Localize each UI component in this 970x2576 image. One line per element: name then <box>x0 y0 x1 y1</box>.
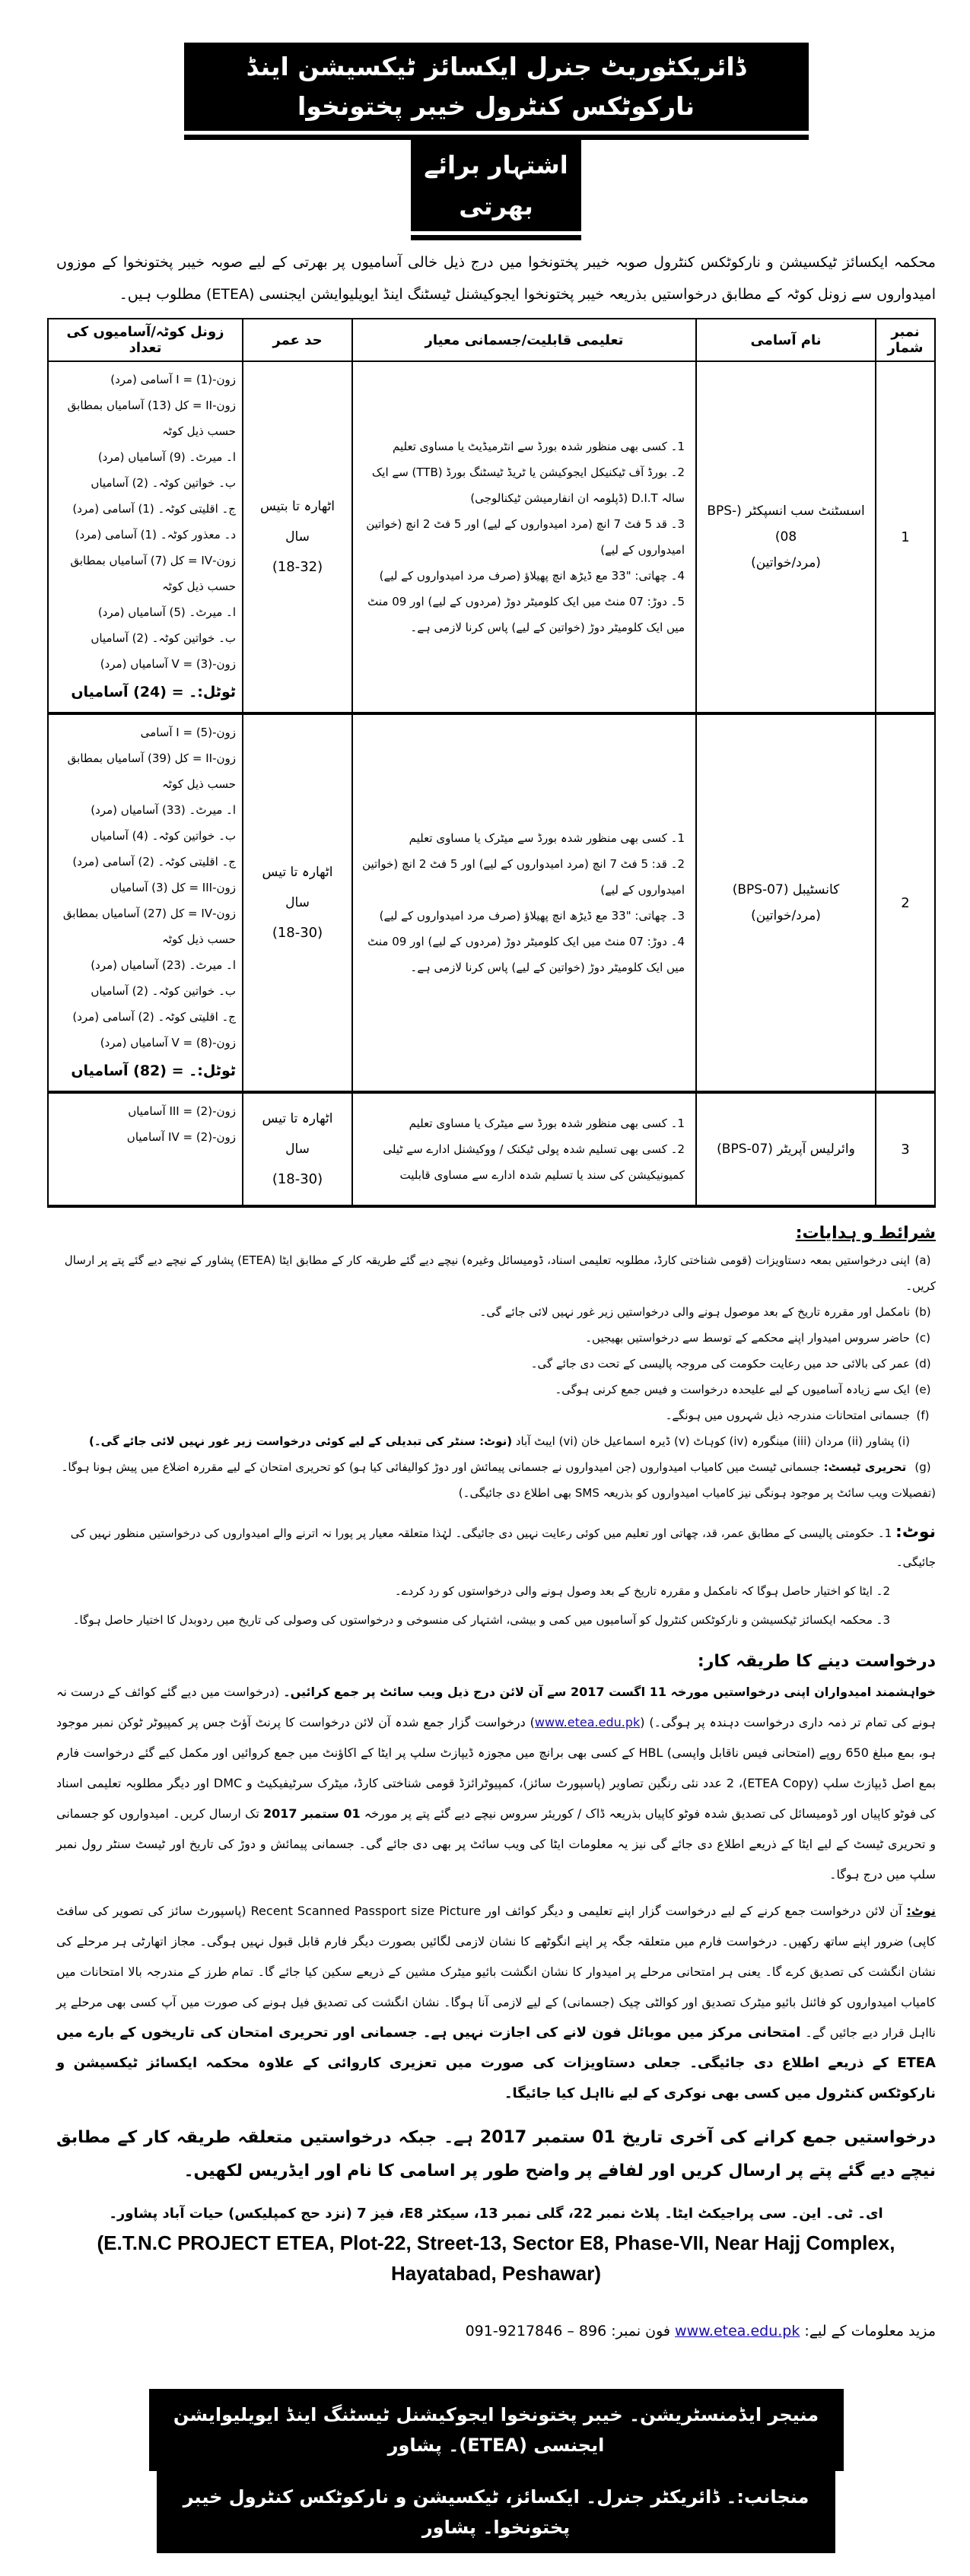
header-age: حد عمر <box>243 319 352 361</box>
cell-serial: 3 <box>876 1092 935 1206</box>
written-test-title: تحریری ٹیسٹ: <box>823 1460 907 1474</box>
phone-number: 091-9217846 – 896 <box>465 2323 607 2339</box>
subtitle-banner: اشتہار برائے بھرتی <box>411 140 581 231</box>
quota-item: زون-III = (2) آسامیاں <box>128 1104 236 1118</box>
procedure-section <box>56 1647 936 2109</box>
condition-label: (a) <box>914 1253 931 1267</box>
cities-list: (i) پشاور (ii) مردان (iii) مینگورہ (iv) کوہاٹ (v) ڈیرہ اسماعیل خان (vi) ایبٹ آباد <box>515 1434 910 1448</box>
condition-item <box>56 1247 936 1299</box>
age-text: اٹھارہ تا بتیس سال <box>259 499 336 545</box>
procedure-online-date: خواہشمند امیدواران اپنی درخواستیں مورخہ 11 اگست 2017 سے آن لائن درج ذیل ویب سائٹ پر جمع کرائیں۔ <box>283 1685 937 1699</box>
qualification-item: 1۔ کسی بھی منظور شدہ بورڈ سے میٹرک یا مساوی تعلیم <box>409 831 685 845</box>
note-item: 1۔ حکومتی پالیسی کے مطابق عمر، قد، چھاتی اور تعلیم میں کوئی رعایت نہیں دی جائیگی۔ لہٰذا متعلقہ معیار پر پورا نہ اترنے والے امیدواروں کی درخواستیں منظور نہیں کی جائیگی۔ <box>70 1526 936 1569</box>
quota-item: ب۔ خواتین کوٹہ۔ (2) آسامیاں <box>91 631 236 645</box>
qualification-item: 2۔ کسی بھی تسلیم شدہ پولی ٹیکنک / ووکیشنل ادارے سے ٹیلی کمیونیکیشن کی سند یا تسلیم شدہ ادارے سے مساوی قابلیت <box>383 1142 685 1182</box>
qualification-item: 2۔ بورڈ آف ٹیکنیکل ایجوکیشن یا ٹریڈ ٹیسٹنگ بورڈ (TTB) سے ایک سالہ D.I.T (ڈپلومہ ان انفارمیشن ٹیکنالوجی) <box>371 465 685 505</box>
conditions-heading: شرائط و ہدایات: <box>795 1224 936 1243</box>
condition-text: ایک سے زیادہ آسامیوں کے لیے علیحدہ درخواست و فیس جمع کرنی ہوگی۔ <box>555 1383 910 1396</box>
contact-line <box>56 2319 936 2343</box>
qualification-item: 2۔ قد: 5 فٹ 7 انچ (مرد امیدواروں کے لیے) اور 5 فٹ 2 انچ (خواتین امیدواروں کے لیے) <box>362 857 685 897</box>
procedure-heading: درخواست دینے کا طریقہ کار: <box>697 1652 936 1671</box>
condition-item <box>56 1402 936 1428</box>
post-name: کانسٹیبل (BPS-07) <box>732 882 840 897</box>
notes-section <box>56 1518 936 1634</box>
quota-item: ا۔ میرٹ۔ (33) آسامیاں (مرد) <box>91 803 236 817</box>
quota-item: ج۔ اقلیتی کوٹہ۔ (2) آسامی (مرد) <box>72 855 236 869</box>
footer-block <box>56 2389 936 2553</box>
qualification-item: 3۔ چھاتی: "33 مع ڈیڑھ انچ پھیلاؤ (صرف مرد امیدواروں کے لیے) <box>379 909 685 923</box>
qualification-item: 1۔ کسی بھی منظور شدہ بورڈ سے میٹرک یا مساوی تعلیم <box>409 1116 685 1130</box>
cell-age <box>243 361 352 713</box>
website-link[interactable]: www.etea.edu.pk <box>534 1715 641 1730</box>
title-banner: ڈائریکٹوریٹ جنرل ایکسائز ٹیکسیشن اینڈ نارکوٹکس کنٹرول خیبر پختونخوا <box>184 43 809 131</box>
procedure-responsibility: (درخواست میں دیے گئے کوائف کے درست نہ ہونے کی تمام تر ذمہ داری درخواست دہندہ پر ہوگی۔) <box>56 1685 937 1730</box>
quota-item: زون-IV = کل (27) آسامیاں بمطابق حسب ذیل کوٹہ <box>62 907 236 946</box>
qualification-item: 4۔ چھاتی: "33 مع ڈیڑھ انچ پھیلاؤ (صرف مرد امیدواروں کے لیے) <box>379 569 685 583</box>
condition-label: (c) <box>915 1331 930 1345</box>
cell-qualification <box>352 1092 696 1206</box>
quota-item: زون-I = (1) آسامی (مرد) <box>110 373 236 386</box>
conditions-section <box>56 1220 936 1506</box>
quota-item: زون-IV = (2) آسامیاں <box>126 1130 236 1144</box>
quota-total: ٹوٹل:۔ = (82) آسامیاں <box>71 1062 236 1079</box>
quota-item: د۔ معذور کوٹہ۔ (1) آسامی (مرد) <box>75 528 236 542</box>
address-urdu: ای۔ ٹی۔ این۔ سی پراجیکٹ ایٹا۔ پلاٹ نمبر 22، گلی نمبر 13، سیکٹر E8، فیز 7 (نزد حج کمپلیکس) حیات آباد پشاور۔ <box>109 2206 883 2222</box>
condition-label: (e) <box>914 1383 931 1396</box>
header-serial: نمبر شمار <box>876 319 935 361</box>
condition-text: اپنی درخواستیں بمعہ دستاویزات (قومی شناختی کارڈ، مطلوبہ تعلیمی اسناد، ڈومیسائل وغیرہ) نیچے دیے گئے طریقہ کار کے مطابق ایٹا (ETEA) پشاور کے نیچے دیے گئے پتے پر ارسال کریں۔ <box>64 1253 936 1293</box>
age-range: (18-30) <box>272 1171 323 1187</box>
cell-quota <box>48 361 243 713</box>
quota-item: زون-II = کل (39) آسامیاں بمطابق حسب ذیل کوٹہ <box>67 751 236 791</box>
post-name: وائرلیس آپریٹر (BPS-07) <box>717 1142 855 1157</box>
condition-written-test <box>56 1454 936 1506</box>
contact-label: مزید معلومات کے لیے: <box>804 2323 936 2339</box>
condition-item <box>56 1351 936 1377</box>
table-row <box>48 1092 935 1206</box>
quota-item: ا۔ میرٹ۔ (23) آسامیاں (مرد) <box>91 958 236 972</box>
post-gender: (مرد/خواتین) <box>751 908 821 923</box>
table-row <box>48 713 935 1092</box>
footer-banner-etea: منیجر ایڈمنسٹریشن۔ خیبر پختونخوا ایجوکیشنل ٹیسٹنگ اینڈ ایویلیوایشن ایجنسی (ETEA)۔ پشاور <box>149 2389 844 2471</box>
age-range: (18-32) <box>272 559 323 575</box>
procedure-note-text: آن لائن درخواست جمع کرنے کے لیے درخواست گزار اپنے تعلیمی و دیگر کوائف اور Recent Scanned Passport size Picture (پاسپورٹ سائز کی تصویر کی سافٹ کاپی) ضرور اپنے ساتھ رکھیں۔ درخواست فارم میں متعلقہ جگہ پر اپنے انگوٹھے کا نشان لازمی لگائیں بصورت دیگر فارم قابل قبول نہیں ہوگی۔ مجاز اتھارٹی ہر مرحلے کی نشان انگشت کی تصدیق کرے گا۔ یعنی ہر امتحانی مرحلے پر امیدوار کا نشان انگشت بائیو میٹرک مشین کے ذریعے سکین کیا جائے گا۔ تمام طرز کے مندرجہ بالا امتحانات میں کامیاب امیدواروں کو فائنل بائیو میٹرک تصدیق اور کوالٹی چیک (جسمانی) کے لیے لازمی آنا ہوگا۔ نشان انگشت کی تصدیق فیل ہونے کی صورت میں آپ کسی بھی مرحلے پر نااہل قرار دیے جائیں گے۔ <box>56 1904 936 2040</box>
cell-age <box>243 1092 352 1206</box>
conditions-list <box>56 1247 936 1428</box>
procedure-last-date: 01 ستمبر 2017 <box>262 1806 361 1821</box>
cell-qualification <box>352 713 696 1092</box>
post-name: اسسٹنٹ سب انسپکٹر (BPS-08) <box>707 503 865 545</box>
qualification-item: 4۔ دوڑ: 07 منٹ میں ایک کلومیٹر دوڑ (مردوں کے لیے) اور 09 منٹ میں ایک کلومیٹر دوڑ (خواتین کے لیے) پاس کرنا لازمی ہے۔ <box>367 935 685 974</box>
cell-quota <box>48 1092 243 1206</box>
quota-item: ا۔ میرٹ۔ (5) آسامیاں (مرد) <box>97 605 236 619</box>
qualification-item: 3۔ قد 5 فٹ 7 انچ (مرد امیدواروں کے لیے) اور 5 فٹ 2 انچ (خواتین امیدواروں کے لیے) <box>366 517 685 557</box>
subtitle-block <box>56 140 936 240</box>
cell-post <box>696 361 876 713</box>
condition-item <box>56 1299 936 1325</box>
condition-label: (f) <box>916 1409 930 1422</box>
quota-item: ا۔ میرٹ۔ (9) آسامیاں (مرد) <box>97 450 236 464</box>
note-first <box>56 1518 936 1577</box>
condition-label: (g) <box>914 1460 931 1474</box>
cell-qualification <box>352 361 696 713</box>
intro-text: محکمہ ایکسائز ٹیکسیشن و نارکوٹکس کنٹرول صوبہ خیبر پختونخوا میں درج ذیل خالی آسامیوں پر بھرتی کے لیے صوبہ خیبر پختونخوا کے موزوں امیدواروں سے زونل کوٹہ کے مطابق درخواستیں بذریعہ خیبر پختونخوا ایجوکیشنل ٹیسٹنگ اینڈ ایویلیوایشن ایجنسی (ETEA) مطلوب ہیں۔ <box>56 254 936 303</box>
quota-item: زون-III = کل (3) آسامیاں <box>110 881 236 894</box>
condition-text: نامکمل اور مقررہ تاریخ کے بعد موصول ہونے والی درخواستیں زیر غور نہیں لائی جائے گی۔ <box>479 1305 910 1319</box>
condition-label: (d) <box>914 1357 931 1371</box>
deadline-text: درخواستیں جمع کرانے کی آخری تاریخ 01 ستمبر 2017 ہے۔ جبکہ درخواستیں متعلقہ طریقہ کار کے مطابق نیچے دیے گئے پتے پر ارسال کریں اور لفافے پر واضح طور پر اسامی کا نام اور ایڈریس لکھیں۔ <box>56 2128 936 2181</box>
quota-item: زون-IV = کل (7) آسامیاں بمطابق حسب ذیل کوٹہ <box>70 554 236 593</box>
condition-text: عمر کی بالائی حد میں رعایت حکومت کی مروجہ پالیسی کے تحت دی جائے گی۔ <box>530 1357 910 1371</box>
subtitle-underline <box>411 235 581 240</box>
contact-website-link[interactable]: www.etea.edu.pk <box>675 2323 800 2339</box>
vacancies-table <box>47 318 936 1208</box>
cell-serial: 2 <box>876 713 935 1092</box>
header-qualification: تعلیمی قابلیت/جسمانی معیار <box>352 319 696 361</box>
procedure-note-warning: امتحانی مرکز میں موبائل فون لانے کی اجازت نہیں ہے۔ جسمانی اور تحریری امتحان کی تاریخوں کے بارے میں ETEA کے ذریعے اطلاع دی جائیگی۔ جعلی دستاویزات کی صورت میں تعزیری کاروائی کے علاوہ محکمہ ایکسائز ٹیکسیشن و نارکوٹکس کنٹرول میں کسی بھی نوکری کے لیے نااہل کیا جائیگا۔ <box>56 2025 936 2101</box>
table-row <box>48 361 935 713</box>
note-item: 2۔ ایٹا کو اختیار حاصل ہوگا کہ نامکمل و مقررہ تاریخ کے بعد وصول ہونے والی درخواستوں کو رد کردے۔ <box>394 1584 890 1598</box>
cell-age <box>243 713 352 1092</box>
quota-item: ب۔ خواتین کوٹہ۔ (2) آسامیاں <box>91 476 236 490</box>
procedure-info: تک ارسال کریں۔ امیدواروں کو جسمانی و تحریری ٹیسٹ کے لیے ایٹا کے ذریعے اطلاع دی جائے گی نیز یہ معلومات ایٹا کی ویب سائٹ پر بھی دی جائے گی۔ جسمانی پیمائش و دوڑ کی تاریخ اور ٹیسٹ سنٹر رول نمبر سلپ میں درج ہوگا۔ <box>56 1806 936 1882</box>
header-post: نام آسامی <box>696 319 876 361</box>
cities-note: (نوٹ: سنٹر کی تبدیلی کے لیے کوئی درخواست زیر غور نہیں لائی جائے گی۔) <box>89 1434 513 1448</box>
quota-item: ج۔ اقلیتی کوٹہ۔ (1) آسامی (مرد) <box>72 502 236 516</box>
cell-serial: 1 <box>876 361 935 713</box>
condition-label: (b) <box>914 1305 931 1319</box>
quota-item: ب۔ خواتین کوٹہ۔ (4) آسامیاں <box>91 829 236 843</box>
quota-item: ج۔ اقلیتی کوٹہ۔ (2) آسامی (مرد) <box>72 1010 236 1024</box>
age-text: اٹھارہ تا تیس سال <box>262 865 333 910</box>
procedure-text: خواہشمند امیدواران اپنی درخواستیں مورخہ 11 اگست 2017 سے آن لائن درج ذیل ویب سائٹ پر جمع کرائیں۔ (درخواست میں دیے گئے کوائف کے درست نہ ہونے کی تمام تر ذمہ داری درخواست دہندہ پر ہوگی۔) (www.etea.edu.pk) درخواست گزار جمع شدہ آن لائن درخواست کا پرنٹ آؤٹ جس پر کمپیوٹر ٹوکن نمبر موجود ہو، بمع مبلغ 650 روپے (امتحانی فیس ناقابل واپسی) HBL کے کسی بھی برانچ میں مجوزہ ڈیپازٹ سلپ پر ایٹا کے اکاؤنٹ میں جمع کروائیں اور مکمل کیے گئے درخواست فارم بمع اصل ڈیپازٹ سلپ (ETEA Copy)، 2 عدد نئی رنگین تصاویر (پاسپورٹ سائز)، کمپیوٹرائزڈ قومی شناختی کارڈ، میٹرک سرٹیفیکیٹ و DMC اور دیگر مطلوبہ تعلیمی اسناد کی فوٹو کاپیاں اور ڈومیسائل کی تصدیق شدہ فوٹو کاپیاں بذریعہ ڈاک / کوریئر سروس نیچے دیے گئے پتے پر مورخہ 01 ستمبر 2017 تک ارسال کریں۔ امیدواروں کو جسمانی و تحریری ٹیسٹ کے لیے ایٹا کے ذریعے اطلاع دی جائے گی نیز یہ معلومات ایٹا کی ویب سائٹ پر بھی دی جائے گی۔ جسمانی پیمائش و دوڑ کی تاریخ اور ٹیسٹ سنٹر رول نمبر سلپ میں درج ہوگا۔ <box>56 1685 937 1882</box>
phone-label: فون نمبر: <box>611 2323 670 2339</box>
quota-item: زون-II = کل (13) آسامیاں بمطابق حسب ذیل کوٹہ <box>67 399 236 438</box>
title-underline <box>184 135 809 140</box>
footer-banner-directorate: منجانب:۔ ڈائریکٹر جنرل۔ ایکسائز، ٹیکسیشن و نارکوٹکس کنٹرول خیبر پختونخوا۔ پشاور <box>157 2471 835 2553</box>
age-range: (18-30) <box>272 925 323 941</box>
qualification-item: 1۔ کسی بھی منظور شدہ بورڈ سے انٹرمیڈیٹ یا مساوی تعلیم <box>392 440 685 453</box>
condition-text: جسمانی امتحانات مندرجہ ذیل شہروں میں ہونگے۔ <box>665 1409 910 1422</box>
address-english: (E.T.N.C PROJECT ETEA, Plot-22, Street-13, Sector E8, Phase-VII, Near Hajj Complex, Hayatabad, Peshawar) <box>97 2231 895 2285</box>
procedure-note <box>56 1896 936 2109</box>
procedure-note-label: نوٹ: <box>906 1904 936 1918</box>
cell-post <box>696 713 876 1092</box>
table-header-row <box>48 319 935 361</box>
quota-item: زون-V = (8) آسامیاں (مرد) <box>100 1036 236 1050</box>
quota-item: ب۔ خواتین کوٹہ۔ (2) آسامیاں <box>91 984 236 998</box>
condition-item <box>56 1377 936 1402</box>
quota-item: زون-V = (3) آسامیاں (مرد) <box>100 657 236 671</box>
cell-quota <box>48 713 243 1092</box>
header-quota: زونل کوٹہ/آسامیوں کی تعداد <box>48 319 243 361</box>
quota-item: زون-I = (5) آسامی <box>140 726 236 739</box>
notes-label: نوٹ: <box>895 1523 936 1542</box>
title-block <box>56 43 936 140</box>
exam-cities <box>56 1428 936 1454</box>
age-text: اٹھارہ تا تیس سال <box>262 1111 333 1157</box>
post-gender: (مرد/خواتین) <box>751 555 821 570</box>
note-item: 3۔ محکمہ ایکسائز ٹیکسیشن و نارکوٹکس کنٹرول کو آسامیوں میں کمی و بیشی، اشتہار کی منسوخی و درخواستوں کی وصولی کی تاریخ میں ردوبدل کا اختیار حاصل ہوگا۔ <box>72 1613 890 1627</box>
condition-item <box>56 1325 936 1351</box>
quota-total: ٹوٹل:۔ = (24) آسامیاں <box>71 684 236 700</box>
cell-post <box>696 1092 876 1206</box>
procedure-submission: درخواست گزار جمع شدہ آن لائن درخواست کا پرنٹ آؤٹ جس پر کمپیوٹر ٹوکن نمبر موجود ہو، بمع مبلغ 650 روپے (امتحانی فیس ناقابل واپسی) HBL کے کسی بھی برانچ میں مجوزہ ڈیپازٹ سلپ پر ایٹا کے اکاؤنٹ میں جمع کروائیں اور مکمل کیے گئے درخواست فارم بمع اصل ڈیپازٹ سلپ (ETEA Copy)، 2 عدد نئی رنگین تصاویر (پاسپورٹ سائز)، کمپیوٹرائزڈ قومی شناختی کارڈ، میٹرک سرٹیفیکیٹ و DMC اور دیگر مطلوبہ تعلیمی اسناد کی فوٹو کاپیاں اور ڈومیسائل کی تصدیق شدہ فوٹو کاپیاں بذریعہ ڈاک / کوریئر سروس نیچے دیے گئے پتے پر مورخہ <box>56 1715 937 1821</box>
written-test-text: جسمانی ٹیسٹ میں کامیاب امیدواروں (جن امیدواروں نے جسمانی پیمائش اور دوڑ کوالیفائی کیا ہو) کو تحریری امتحان کے لیے مقررہ اضلاع میں پیش ہونا ہوگا۔ (تفصیلات ویب سائٹ پر موجود ہونگی نیز کامیاب امیدواروں کو بذریعہ SMS بھی اطلاع دی جائیگی۔) <box>61 1460 936 1500</box>
condition-text: حاضر سروس امیدوار اپنے محکمے کے توسط سے درخواستیں بھیجیں۔ <box>585 1331 910 1345</box>
qualification-item: 5۔ دوڑ: 07 منٹ میں ایک کلومیٹر دوڑ (مردوں کے لیے) اور 09 منٹ میں ایک کلومیٹر دوڑ (خواتین کے لیے) پاس کرنا لازمی ہے۔ <box>367 595 685 634</box>
